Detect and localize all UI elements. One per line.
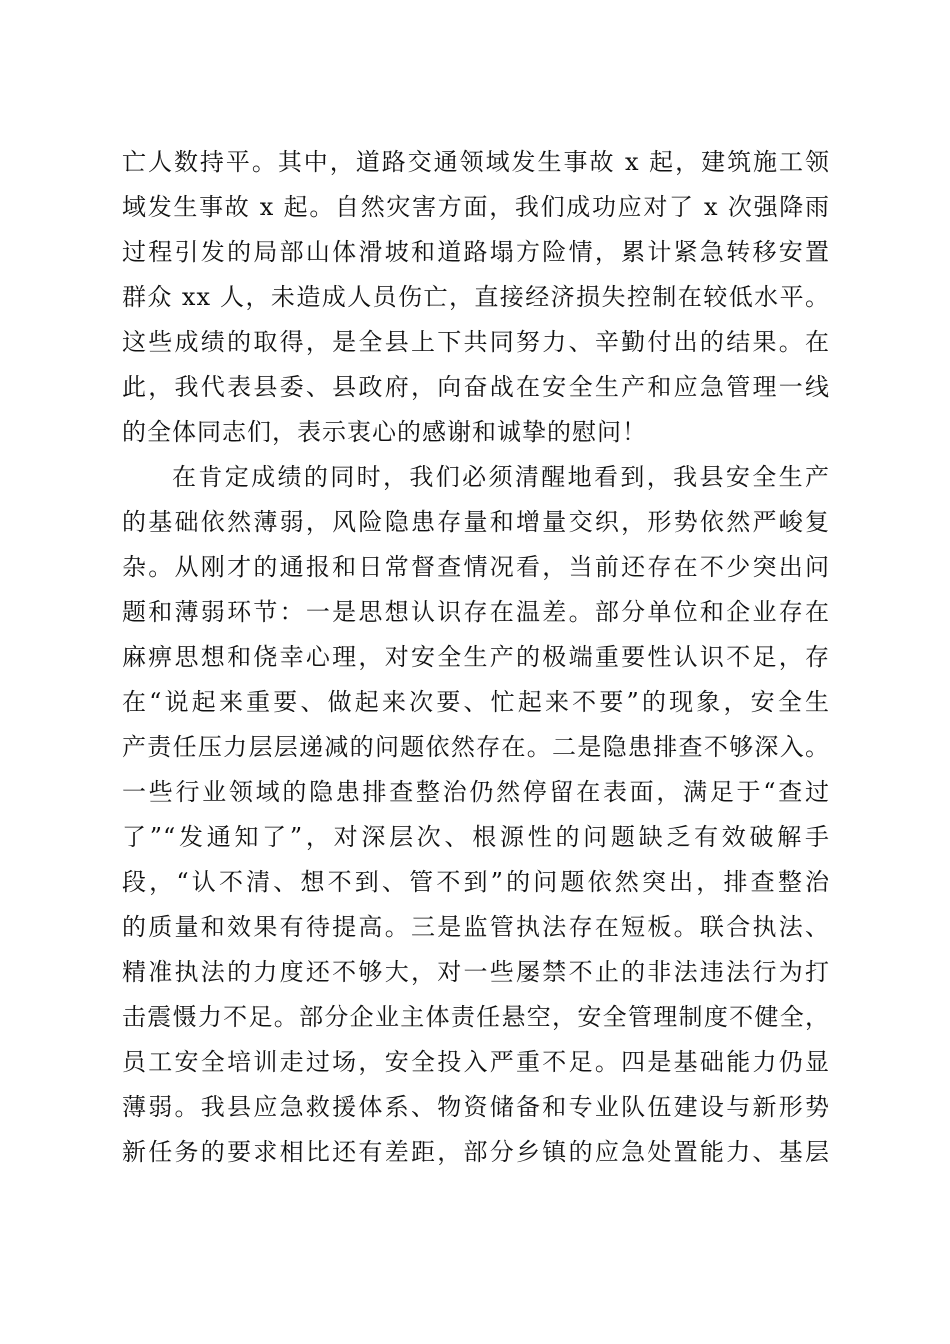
text-line: 了”“发通知了”，对深层次、根源性的问题缺乏有效破解手 (122, 823, 830, 851)
text-line: 产责任压力层层递减的问题依然存在。二是隐患排查不够深入。 (122, 733, 830, 761)
paragraph-2 (122, 455, 830, 1175)
text-line: 的基础依然薄弱，风险隐患存量和增量交织，形势依然严峻复 (122, 508, 830, 536)
text-line: 击震慑力不足。部分企业主体责任悬空，安全管理制度不健全， (122, 1003, 830, 1031)
text-line: 新任务的要求相比还有差距，部分乡镇的应急处置能力、基层 (122, 1138, 830, 1166)
text-line: 这些成绩的取得，是全县上下共同努力、辛勤付出的结果。在 (122, 328, 830, 356)
text-line: 在肯定成绩的同时，我们必须清醒地看到，我县安全生产 (172, 463, 830, 491)
text-line: 题和薄弱环节：一是思想认识存在温差。部分单位和企业存在 (122, 598, 830, 626)
text-line: 麻痹思想和侥幸心理，对安全生产的极端重要性认识不足，存 (122, 643, 830, 671)
text-line: 群众 xx 人，未造成人员伤亡，直接经济损失控制在较低水平。 (122, 283, 830, 311)
text-line: 域发生事故 x 起。自然灾害方面，我们成功应对了 x 次强降雨 (122, 193, 830, 221)
text-line: 亡人数持平。其中，道路交通领域发生事故 x 起，建筑施工领 (122, 148, 830, 176)
text-line: 杂。从刚才的通报和日常督查情况看，当前还存在不少突出问 (122, 553, 830, 581)
text-line: 的质量和效果有待提高。三是监管执法存在短板。联合执法、 (122, 913, 830, 941)
text-line: 精准执法的力度还不够大，对一些屡禁不止的非法违法行为打 (122, 958, 830, 986)
text-line: 段，“认不清、想不到、管不到”的问题依然突出，排查整治 (122, 868, 830, 896)
text-line: 在“说起来重要、做起来次要、忙起来不要”的现象，安全生 (122, 688, 830, 716)
text-line: 过程引发的局部山体滑坡和道路塌方险情，累计紧急转移安置 (122, 238, 830, 266)
text-line: 此，我代表县委、县政府，向奋战在安全生产和应急管理一线 (122, 373, 830, 401)
text-line: 员工安全培训走过场，安全投入严重不足。四是基础能力仍显 (122, 1048, 830, 1076)
text-line: 一些行业领域的隐患排查整治仍然停留在表面，满足于“查过 (122, 778, 830, 806)
document-body (122, 140, 830, 1175)
text-line: 的全体同志们，表示衷心的感谢和诚挚的慰问！ (122, 418, 647, 446)
text-line: 薄弱。我县应急救援体系、物资储备和专业队伍建设与新形势 (122, 1093, 830, 1121)
paragraph-1 (122, 140, 830, 455)
